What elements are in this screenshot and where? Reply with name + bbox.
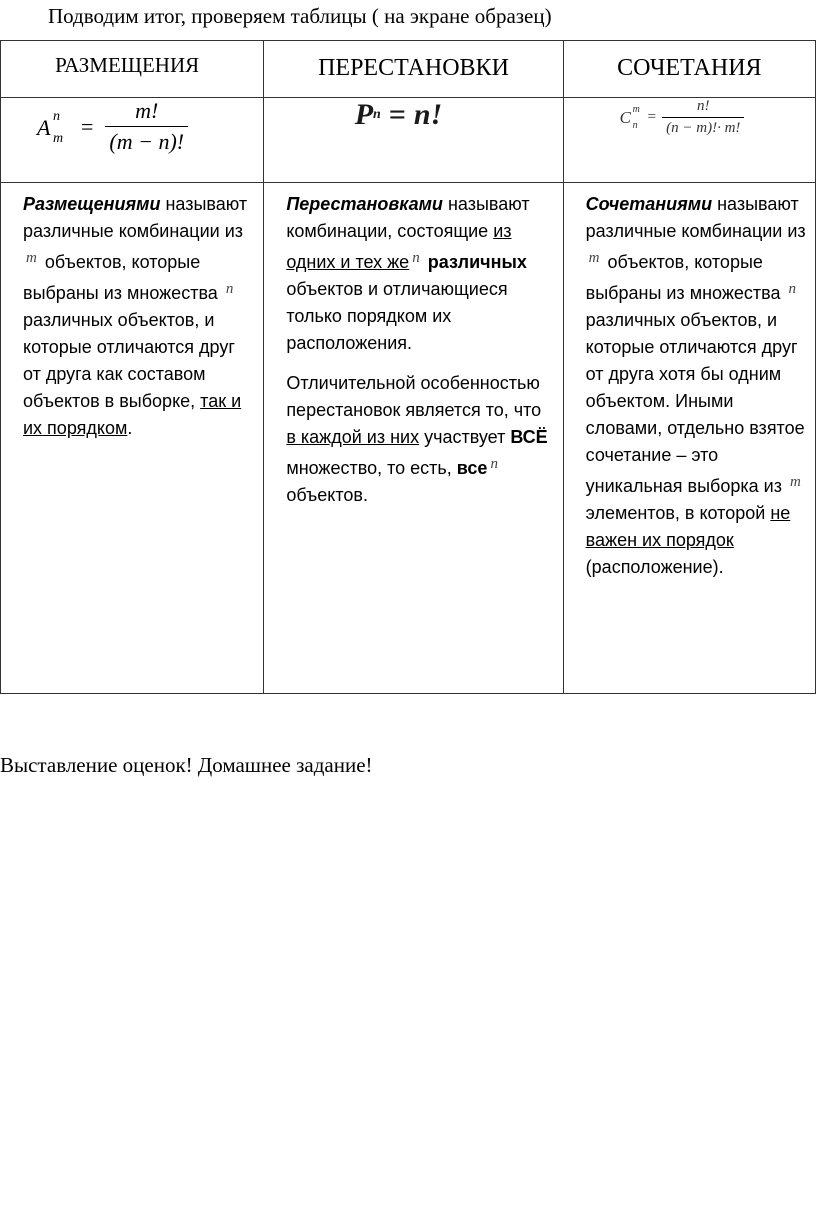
paragraph bbox=[586, 191, 809, 581]
term-placements: Размещениями bbox=[23, 194, 161, 214]
underlined-text: в каждой из них bbox=[286, 427, 420, 447]
placements-formula bbox=[1, 98, 263, 155]
header-permutations: ПЕРЕСТАНОВКИ bbox=[318, 55, 509, 81]
underlined-text: не важен их порядок bbox=[585, 503, 791, 550]
formula-sup: n bbox=[53, 108, 60, 124]
formula-sub: n bbox=[373, 107, 381, 122]
formula-symbol-C: C bbox=[619, 107, 632, 127]
definition-cell-combinations bbox=[563, 183, 815, 694]
underlined-text: так и их порядком bbox=[23, 391, 242, 438]
variable-n: n bbox=[412, 250, 420, 266]
formula-rhs: n! bbox=[413, 98, 443, 131]
variable-m: m bbox=[588, 250, 600, 266]
formula-equals: = bbox=[647, 109, 657, 125]
header-cell-combinations bbox=[563, 41, 815, 98]
variable-n: n bbox=[490, 456, 498, 472]
text: Отличительной особенностью перестановок является то, что bbox=[286, 373, 542, 420]
formula-cell-combinations bbox=[563, 98, 815, 183]
intro-line: Подводим итог, проверяем таблицы ( на экране образец) bbox=[48, 4, 552, 28]
text: объектов и отличающиеся только порядком их расположения. bbox=[286, 279, 508, 353]
header-combinations: СОЧЕТАНИЯ bbox=[617, 55, 762, 81]
formula-numerator: n! bbox=[697, 98, 710, 114]
paragraph bbox=[286, 370, 552, 509]
placements-definition bbox=[1, 183, 263, 442]
formula-numerator: m! bbox=[135, 98, 159, 123]
text: различных объектов, и которые отличаются друг от друга хотя бы одним объектом. Иными словами, отдельно взятое сочетание – это уникальная выборка из bbox=[585, 310, 805, 496]
closing-line: Выставление оценок! Домашнее задание! bbox=[0, 753, 373, 777]
text: различных объектов, и которые отличаются друг от друга как составом объектов в выборке, bbox=[23, 310, 235, 411]
placements-symbol bbox=[37, 107, 71, 147]
text: участвует bbox=[419, 427, 511, 447]
variable-m: m bbox=[789, 474, 801, 490]
permutations-definition bbox=[264, 183, 562, 509]
formula-sup: m bbox=[632, 103, 640, 115]
definition-row bbox=[1, 183, 816, 694]
text: элементов, в которой bbox=[585, 503, 771, 523]
formula-row bbox=[1, 98, 816, 183]
header-placements: РАЗМЕЩЕНИЯ bbox=[55, 53, 200, 77]
formula-equals: = bbox=[388, 98, 406, 131]
permutations-formula bbox=[264, 98, 562, 132]
combinations-formula bbox=[564, 98, 815, 137]
formula-symbol-P: P bbox=[354, 98, 374, 131]
bold-text: ВСЁ bbox=[510, 427, 548, 447]
underlined-text: из одних и тех же bbox=[286, 221, 512, 272]
paragraph bbox=[23, 191, 253, 442]
formula-sub: m bbox=[53, 130, 64, 146]
text: . bbox=[127, 418, 133, 438]
text: называют комбинации, состоящие bbox=[286, 194, 530, 241]
formula-denominator: (n − m)!· m! bbox=[662, 117, 744, 137]
formula-cell-placements bbox=[1, 98, 264, 183]
text: называют различные комбинации из bbox=[585, 194, 806, 241]
term-permutations: Перестановками bbox=[286, 194, 443, 214]
header-cell-placements bbox=[1, 41, 264, 98]
bold-text: все bbox=[456, 458, 488, 478]
text: объектов. bbox=[286, 485, 368, 505]
variable-n: n bbox=[225, 281, 234, 297]
formula-fraction bbox=[105, 98, 188, 155]
definition-cell-permutations bbox=[264, 183, 563, 694]
bold-text: различных bbox=[427, 252, 527, 272]
formula-symbol-A: A bbox=[37, 114, 51, 140]
combinations-definition bbox=[564, 183, 815, 581]
term-combinations: Сочетаниями bbox=[585, 194, 713, 214]
text: называют различные комбинации из bbox=[23, 194, 248, 241]
formula-equals: = bbox=[81, 113, 94, 139]
formula-cell-permutations bbox=[264, 98, 563, 183]
header-row bbox=[1, 41, 816, 98]
text: (расположение). bbox=[585, 557, 724, 577]
text: объектов, которые выбраны из множества bbox=[585, 252, 786, 303]
summary-table bbox=[0, 40, 816, 694]
variable-m: m bbox=[26, 250, 37, 266]
formula-denominator: (m − n)! bbox=[105, 126, 188, 155]
text: множество, то есть, bbox=[286, 458, 457, 478]
formula-sub: n bbox=[632, 119, 638, 131]
definition-cell-placements bbox=[1, 183, 264, 694]
combinations-symbol bbox=[620, 102, 644, 134]
header-cell-permutations bbox=[264, 41, 563, 98]
variable-n: n bbox=[788, 281, 796, 297]
formula-fraction bbox=[662, 98, 744, 137]
text: объектов, которые выбраны из множества bbox=[23, 252, 223, 303]
paragraph bbox=[286, 191, 552, 357]
